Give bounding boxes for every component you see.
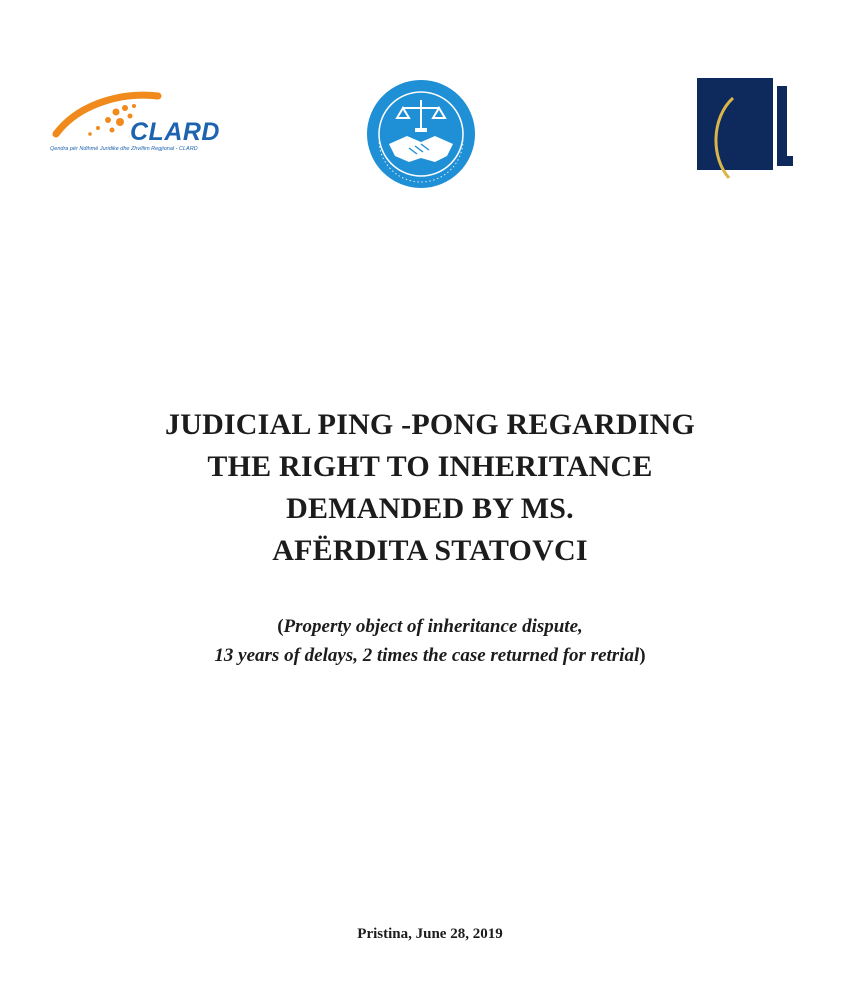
- title-line-1: JUDICIAL PING -PONG REGARDING: [165, 408, 695, 441]
- subtitle-open-paren: (: [277, 616, 284, 637]
- document-title: [40, 404, 820, 572]
- title-line-4: AFËRDITA STATOVCI: [272, 534, 588, 567]
- subtitle-close-paren: ): [639, 645, 646, 666]
- subtitle-text-1: Property object of inheritance dispute,: [283, 616, 583, 637]
- subtitle-line-1: [40, 612, 820, 641]
- institution-block-logo: [697, 78, 797, 182]
- title-line-3: DEMANDED BY MS.: [286, 492, 574, 525]
- clard-tagline: Qendra për Ndihmë Juridike dhe Zhvillim Regjional - CLARD: [50, 146, 198, 152]
- block-emblem-icon: [697, 78, 797, 182]
- seal-logo: [365, 78, 477, 190]
- clard-wordmark: CLARD: [130, 118, 220, 146]
- title-line-2: THE RIGHT TO INHERITANCE: [207, 450, 653, 483]
- clard-logo: [50, 88, 250, 168]
- document-subtitle: [40, 612, 820, 670]
- place-date: Pristina, June 28, 2019: [357, 926, 503, 942]
- subtitle-line-2: [40, 641, 820, 670]
- subtitle-text-2: 13 years of delays, 2 times the case returned for retrial: [214, 645, 640, 666]
- scales-handshake-seal-icon: [365, 78, 477, 190]
